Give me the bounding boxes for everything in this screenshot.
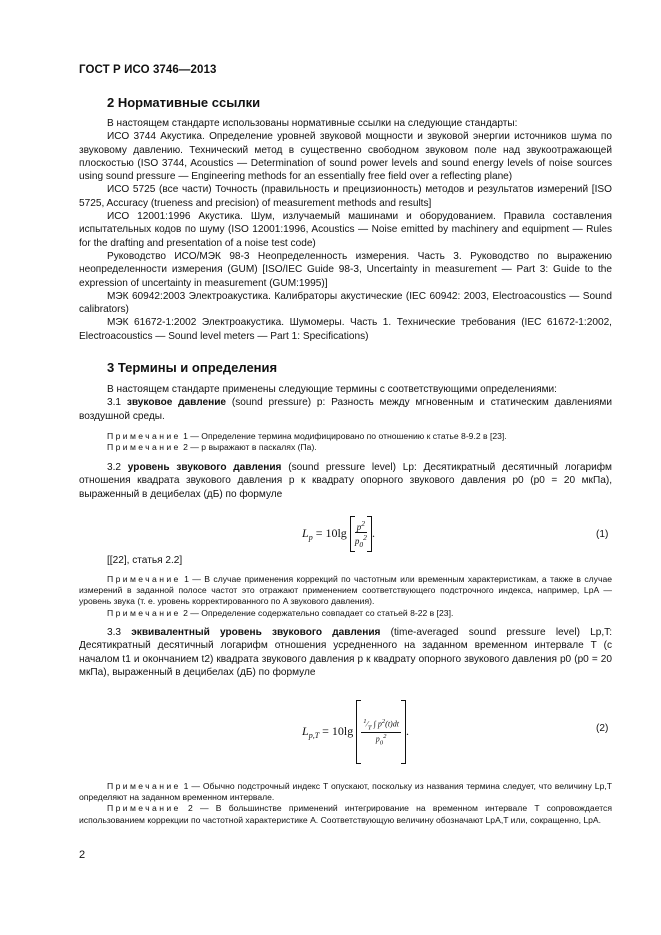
paragraph: В настоящем стандарте применены следующие термины с соответствующими определениями: <box>107 384 557 395</box>
section-2-body <box>79 117 612 343</box>
note <box>79 431 612 442</box>
term-definition: (sound pressure level) Lp: Десятикратный десятичный логарифм отношения квадрата звукового давления p к квадрату опорного звукового давления p0 (p0 = 20 мкПа), выраженный в децибелах (дБ) по формуле <box>79 462 612 500</box>
note-label: Примечание <box>107 431 181 441</box>
note-label: Примечание <box>107 781 181 791</box>
note-text: 1 — Обычно подстрочный индекс T опускают, поскольку из названия термина следует, что величину Lp,T определяют на заданном временном интервале. <box>79 781 612 803</box>
page-number: 2 <box>79 849 86 861</box>
note-text: 2 — Определение содержательно совпадает со статьей 8-22 в [23]. <box>180 607 454 618</box>
note <box>79 574 612 608</box>
note-text: 1 — В случае применения коррекций по частотным или временным характеристикам, а также в случае измерений в заданной полосе частот это отражают применением соответствующего подстрочного индекса, например, LpA — уровень звука (т. е. уровень корректированного по A звукового давления). <box>79 574 612 607</box>
paragraph: МЭК 61672-1:2002 Электроакустика. Шумомеры. Часть 1. Технические требования (IEC 61672-1:2002, Electroacoustics — Sound level meters — Part 1: Specifications) <box>79 317 612 342</box>
notes-3-2 <box>79 574 612 619</box>
term-name: звуковое давление <box>126 397 227 409</box>
term-3-2 <box>79 461 612 501</box>
term-definition: (time-averaged sound pressure level) Lp,T: Десятикратный десятичный логарифм отношения усредненного на заданном временном интервале T (с началом t1 и окончанием t2) квадрата звукового давления p к квадрату опорного звукового давления p0 (p0 = 20 мкПа), выраженный в децибелах (дБ) по формуле <box>79 627 612 678</box>
term-3-3 <box>79 626 612 679</box>
document-header: ГОСТ Р ИСО 3746—2013 <box>79 64 217 76</box>
note <box>79 608 612 619</box>
notes-3-3 <box>79 781 612 826</box>
reference: [[22], статья 2.2] <box>107 555 183 566</box>
equation-1: $L_p = 10\lg$ $\frac{p^2}{p_0^2}$ . <box>302 516 375 552</box>
equation-2-number: (2) <box>596 723 609 734</box>
equation-1-number: (1) <box>596 529 609 540</box>
note-text: 1 — Определение термина модифицировано по отношению к статье 8-9.2 в [23]. <box>180 431 507 441</box>
note-label: Примечание <box>107 442 181 453</box>
note <box>79 781 612 803</box>
note-label: Примечание <box>107 607 181 618</box>
note-label: Примечание <box>107 574 181 584</box>
note-text: 2 — p выражают в паскалях (Па). <box>183 442 317 453</box>
term-number: 3.1 <box>107 397 127 409</box>
term-number: 3.2 <box>107 462 128 473</box>
section-2-title: 2 Нормативные ссылки <box>107 95 261 110</box>
paragraph: ИСО 5725 (все части) Точность (правильность и прецизионность) методов и результатов измерений [ISO 5725, Accuracy (trueness and precision) of measurement methods and results] <box>79 184 612 209</box>
term-definition: (sound pressure) p: Разность между мгновенным и статическим давлениями воздушной среды. <box>79 397 612 422</box>
paragraph: Руководство ИСО/МЭК 98-3 Неопределенность измерения. Часть 3. Руководство по выражению неопределенности измерения (GUM) [ISO/IEC Guide 98-3, Uncertainty in measurement — Part 3: Guide to the expression of uncertainty in measurement (GUM:1995)] <box>79 250 612 289</box>
term-3-1 <box>79 396 612 423</box>
term-name: уровень звукового давления <box>127 462 282 473</box>
note-label: Примечание <box>107 803 181 814</box>
paragraph: В настоящем стандарте использованы нормативные ссылки на следующие стандарты: <box>107 118 518 129</box>
paragraph: ИСО 12001:1996 Акустика. Шум, излучаемый машинами и оборудованием. Правила составления испытательных кодов по шуму (ISO 12001:1996, Acoustics — Noise emitted by machinery and equipment — Rules for the drafting and presentation of a noise test code) <box>79 211 612 249</box>
note-text: 2 — В большинстве применений интегрирование на временном интервале T сопровождается использованием коррекции по частотной характеристике A. Соответствующую величину обозначают LpA,T или, сокращенно, LpA. <box>79 803 612 825</box>
equation-2: $L_{p,T} = 10\lg$ $\frac{^1⁄_T \int p^2(t)dt}{p_0^2}$ . <box>302 700 409 764</box>
term-number: 3.3 <box>107 627 132 638</box>
section-3-title: 3 Термины и определения <box>107 360 278 375</box>
notes-3-1 <box>79 431 612 453</box>
paragraph: МЭК 60942:2003 Электроакустика. Калибраторы акустические (IEC 60942: 2003, Electroacoustics — Sound calibrators) <box>79 290 612 316</box>
note <box>79 442 612 453</box>
paragraph: ИСО 3744 Акустика. Определение уровней звуковой мощности и звуковой энергии источников шума по звуковому давлению. Технический метод в существенно свободном звуковом поле над звукоотражающей плоскостью (ISO 3744, Acoustics — Determination of sound power levels and sound energy levels of noise sources using sound pressure — Engineering methods for an essentially free field over a reflecting plane) <box>79 131 612 183</box>
term-name: эквивалентный уровень звукового давления <box>131 627 381 638</box>
note <box>79 803 612 825</box>
section-3-intro <box>79 383 612 423</box>
